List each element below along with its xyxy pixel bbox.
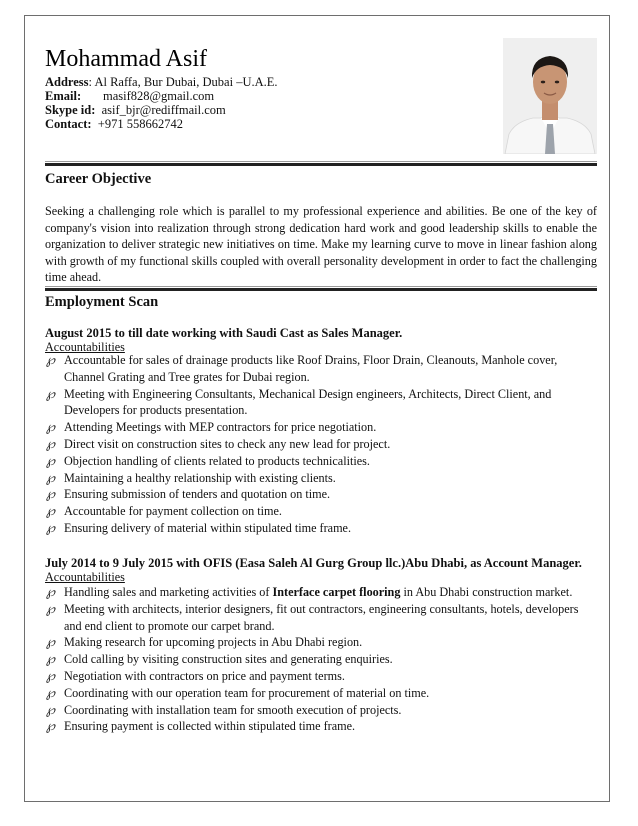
job-heading-saudi-cast: August 2015 to till date working with Saudi Cast as Sales Manager. bbox=[45, 326, 403, 340]
list-item-text: Ensuring payment is collected within stipulated time frame. bbox=[64, 719, 356, 734]
bullet-icon: ℘ bbox=[46, 668, 56, 684]
objective-divider-thick bbox=[45, 288, 597, 291]
list-item bbox=[45, 584, 597, 601]
list-item bbox=[45, 503, 597, 520]
bullet-icon: ℘ bbox=[46, 470, 56, 486]
section-title-career-objective: Career Objective bbox=[45, 171, 152, 187]
header-divider-thick bbox=[45, 163, 597, 166]
email-label: Email: bbox=[45, 89, 82, 103]
profile-photo-graphic bbox=[503, 38, 597, 154]
email-row bbox=[45, 89, 278, 103]
bullet-icon: ℘ bbox=[46, 601, 56, 617]
bullet-icon: ℘ bbox=[46, 719, 56, 735]
bullet-icon: ℘ bbox=[46, 585, 56, 600]
bullet-icon: ℘ bbox=[46, 487, 56, 503]
list-item bbox=[45, 352, 597, 386]
email-value[interactable]: masif828@gmail.com bbox=[102, 89, 215, 103]
list-item bbox=[45, 718, 597, 735]
list-item-bold-text: Interface carpet flooring bbox=[272, 585, 401, 599]
list-item bbox=[45, 486, 597, 503]
section-title-employment-scan: Employment Scan bbox=[45, 294, 159, 310]
list-item-text: Ensuring submission of tenders and quotation on time. bbox=[64, 487, 331, 502]
address-label: Address bbox=[45, 75, 89, 89]
accountabilities-label: Accountabilities bbox=[45, 570, 125, 584]
contact-label: Contact: bbox=[45, 117, 92, 131]
list-item bbox=[45, 470, 597, 487]
list-item-text: Cold calling by visiting construction sites and generating enquiries. bbox=[64, 652, 393, 667]
list-item-text: Making research for upcoming projects in Abu Dhabi region. bbox=[64, 635, 363, 650]
list-item-text: Accountable for sales of drainage products like Roof Drains, Floor Drain, Cleanouts, Manhole cover, Channel Grating and Tree grates for Dubai region. bbox=[64, 353, 558, 384]
list-item-text: Coordinating with our operation team for procurement of material on time. bbox=[64, 685, 430, 700]
list-item-text: Direct visit on construction sites to check any new lead for project. bbox=[64, 436, 391, 451]
list-item bbox=[45, 651, 597, 668]
candidate-name: Mohammad Asif bbox=[45, 46, 207, 72]
list-item-text: Meeting with Engineering Consultants, Mechanical Design engineers, Architects, Direct Client, and Developers for products presentation. bbox=[64, 386, 552, 418]
list-item-text: Handling sales and marketing activities of bbox=[64, 585, 273, 599]
list-item bbox=[45, 386, 597, 420]
skype-label: Skype id: bbox=[45, 103, 96, 117]
address-row bbox=[45, 75, 278, 89]
list-item bbox=[45, 668, 597, 685]
bullet-icon: ℘ bbox=[46, 386, 56, 402]
bullet-icon: ℘ bbox=[46, 685, 56, 701]
header-divider-thin bbox=[45, 161, 597, 162]
list-item-text: Accountable for payment collection on time. bbox=[64, 504, 282, 519]
skype-value: asif_bjr@rediffmail.com bbox=[101, 103, 226, 117]
career-objective-text: Seeking a challenging role which is parallel to my professional experience and abilities. Be one of the key of company's vision into realization through strong dedication hard work and good leadership skills to enable the organization to deliver strategic new initiatives on time. Make my learning curve to move in linear fashion along with growth of my functional skills coupled with overall personality development in order to fact the challenging time ahead. bbox=[45, 204, 597, 285]
list-item-text: Ensuring delivery of material within stipulated time frame. bbox=[64, 520, 352, 535]
bullet-icon: ℘ bbox=[46, 635, 56, 651]
bullet-icon: ℘ bbox=[46, 652, 56, 668]
list-item-text: in Abu Dhabi construction market. bbox=[400, 585, 573, 599]
list-item-text: Meeting with architects, interior designers, fit out contractors, engineering consultants, hotels, developers and end client to promote our carpet brand. bbox=[64, 601, 579, 633]
list-item bbox=[45, 601, 597, 635]
list-item-text: Coordinating with installation team for smooth execution of projects. bbox=[64, 702, 402, 717]
bullet-icon: ℘ bbox=[46, 453, 56, 469]
job-2-responsibilities bbox=[45, 584, 597, 735]
list-item-text: Maintaining a healthy relationship with existing clients. bbox=[64, 470, 336, 485]
bullet-icon: ℘ bbox=[46, 520, 56, 536]
job-heading-ofis: July 2014 to 9 July 2015 with OFIS (Easa Saleh Al Gurg Group llc.)Abu Dhabi, as Account Manager. bbox=[45, 556, 582, 570]
list-item bbox=[45, 436, 597, 453]
bullet-icon: ℘ bbox=[46, 702, 56, 718]
contact-row bbox=[45, 117, 278, 131]
list-item-text: Objection handling of clients related to products technicalities. bbox=[64, 453, 370, 468]
list-item bbox=[45, 634, 597, 651]
list-item-text: Negotiation with contractors on price and payment terms. bbox=[64, 668, 345, 683]
accountabilities-label: Accountabilities bbox=[45, 340, 125, 354]
skype-row bbox=[45, 103, 278, 117]
profile-photo bbox=[503, 38, 597, 154]
bullet-icon: ℘ bbox=[46, 436, 56, 452]
job-1-responsibilities bbox=[45, 352, 597, 537]
list-item bbox=[45, 453, 597, 470]
contact-block bbox=[45, 75, 278, 131]
list-item-text: Attending Meetings with MEP contractors for price negotiation. bbox=[64, 420, 377, 435]
bullet-icon: ℘ bbox=[46, 353, 56, 368]
list-item bbox=[45, 419, 597, 436]
contact-value: +971 558662742 bbox=[97, 117, 183, 131]
list-item bbox=[45, 520, 597, 537]
address-value: : Al Raffa, Bur Dubai, Dubai –U.A.E. bbox=[88, 75, 278, 89]
list-item bbox=[45, 685, 597, 702]
bullet-icon: ℘ bbox=[46, 420, 56, 436]
list-item bbox=[45, 702, 597, 719]
objective-divider-thin bbox=[45, 286, 597, 287]
bullet-icon: ℘ bbox=[46, 504, 56, 520]
